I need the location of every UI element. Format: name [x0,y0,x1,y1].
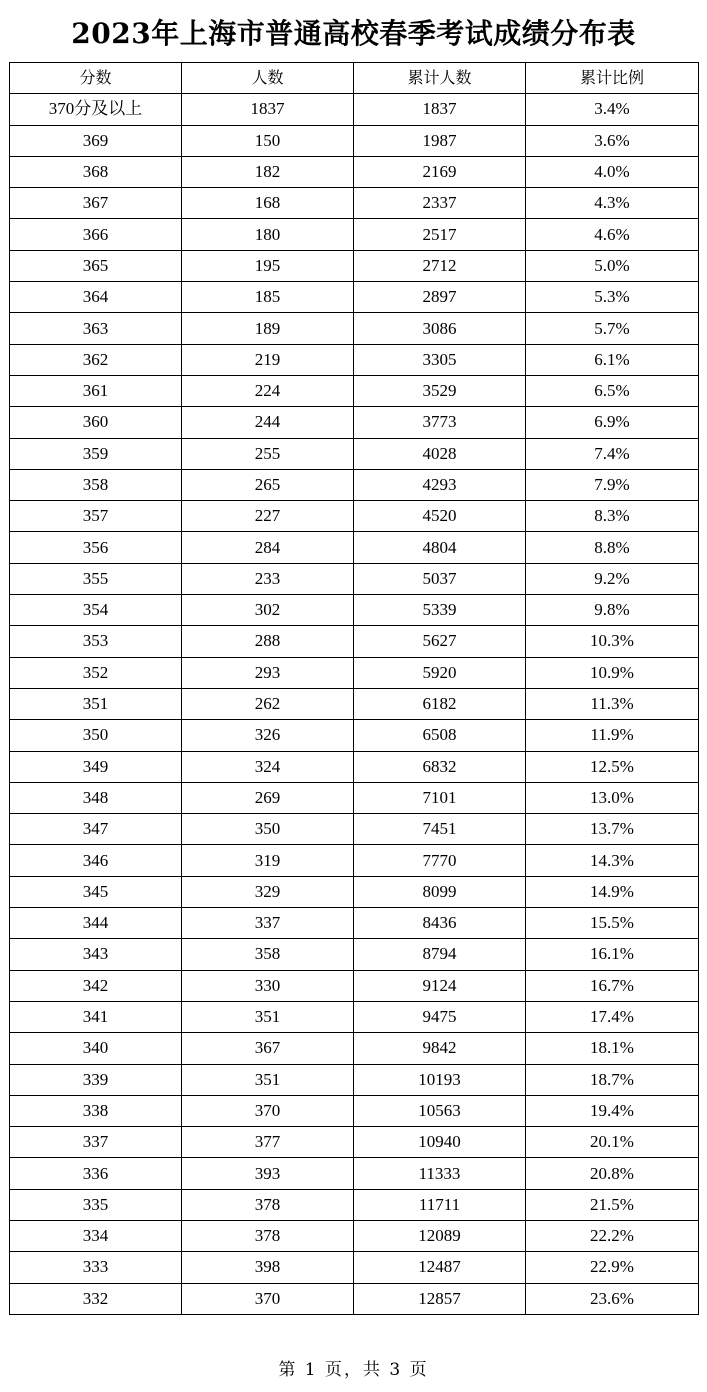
cumulative-count-cell: 2517 [354,219,526,250]
score-cell: 356 [10,532,182,563]
count-cell: 351 [182,1001,354,1032]
table-row [10,814,699,845]
score-cell: 362 [10,344,182,375]
score-cell: 337 [10,1127,182,1158]
cumulative-count-cell: 9842 [354,1033,526,1064]
table-row [10,845,699,876]
score-cell: 336 [10,1158,182,1189]
cumulative-ratio-cell: 9.8% [526,595,699,626]
cumulative-ratio-cell: 7.9% [526,469,699,500]
table-row [10,595,699,626]
cumulative-ratio-cell: 14.3% [526,845,699,876]
table-row [10,876,699,907]
table-row [10,501,699,532]
cumulative-count-cell: 10940 [354,1127,526,1158]
score-cell: 364 [10,282,182,313]
table-row [10,188,699,219]
cumulative-ratio-cell: 4.6% [526,219,699,250]
table-row [10,156,699,187]
cumulative-count-cell: 5627 [354,626,526,657]
count-cell: 326 [182,720,354,751]
cumulative-ratio-cell: 8.8% [526,532,699,563]
cumulative-ratio-cell: 11.3% [526,688,699,719]
count-cell: 324 [182,751,354,782]
table-body [10,94,699,1315]
cumulative-ratio-cell: 16.7% [526,970,699,1001]
table-header-row [10,63,699,94]
cumulative-count-cell: 8436 [354,908,526,939]
table-row [10,1064,699,1095]
header-cumulative-count: 累计人数 [354,63,526,94]
cumulative-ratio-cell: 14.9% [526,876,699,907]
score-cell: 348 [10,782,182,813]
count-cell: 1837 [182,94,354,125]
cumulative-count-cell: 12487 [354,1252,526,1283]
cumulative-ratio-cell: 4.3% [526,188,699,219]
header-score: 分数 [10,63,182,94]
count-cell: 244 [182,407,354,438]
table-row [10,94,699,125]
count-cell: 370 [182,1095,354,1126]
score-cell: 358 [10,469,182,500]
count-cell: 227 [182,501,354,532]
score-cell: 343 [10,939,182,970]
table-row [10,344,699,375]
score-cell: 335 [10,1189,182,1220]
cumulative-ratio-cell: 5.3% [526,282,699,313]
cumulative-ratio-cell: 5.7% [526,313,699,344]
score-cell: 369 [10,125,182,156]
cumulative-count-cell: 1987 [354,125,526,156]
score-cell: 344 [10,908,182,939]
cumulative-count-cell: 9475 [354,1001,526,1032]
cumulative-count-cell: 9124 [354,970,526,1001]
table-row [10,657,699,688]
page-title: 2023年上海市普通高校春季考试成绩分布表 [71,17,636,50]
cumulative-count-cell: 6508 [354,720,526,751]
cumulative-count-cell: 10193 [354,1064,526,1095]
score-cell: 354 [10,595,182,626]
cumulative-ratio-cell: 22.2% [526,1220,699,1251]
cumulative-count-cell: 5920 [354,657,526,688]
cumulative-count-cell: 6832 [354,751,526,782]
cumulative-count-cell: 4804 [354,532,526,563]
score-cell: 368 [10,156,182,187]
cumulative-count-cell: 4520 [354,501,526,532]
score-cell: 350 [10,720,182,751]
cumulative-count-cell: 2337 [354,188,526,219]
score-cell: 365 [10,250,182,281]
table-row [10,438,699,469]
cumulative-ratio-cell: 21.5% [526,1189,699,1220]
cumulative-count-cell: 2712 [354,250,526,281]
table-row [10,1189,699,1220]
count-cell: 378 [182,1189,354,1220]
table-row [10,751,699,782]
score-cell: 342 [10,970,182,1001]
table-row [10,282,699,313]
table-row [10,688,699,719]
cumulative-ratio-cell: 12.5% [526,751,699,782]
score-cell: 340 [10,1033,182,1064]
count-cell: 233 [182,563,354,594]
count-cell: 195 [182,250,354,281]
cumulative-ratio-cell: 20.1% [526,1127,699,1158]
score-cell: 355 [10,563,182,594]
cumulative-ratio-cell: 11.9% [526,720,699,751]
count-cell: 262 [182,688,354,719]
cumulative-count-cell: 8794 [354,939,526,970]
count-cell: 185 [182,282,354,313]
cumulative-ratio-cell: 3.6% [526,125,699,156]
cumulative-ratio-cell: 15.5% [526,908,699,939]
cumulative-count-cell: 3529 [354,375,526,406]
cumulative-ratio-cell: 6.5% [526,375,699,406]
table-row [10,939,699,970]
cumulative-ratio-cell: 6.9% [526,407,699,438]
cumulative-count-cell: 2169 [354,156,526,187]
score-cell: 349 [10,751,182,782]
header-count: 人数 [182,63,354,94]
count-cell: 150 [182,125,354,156]
cumulative-ratio-cell: 4.0% [526,156,699,187]
score-cell: 351 [10,688,182,719]
page-footer: 第 1 页，共 3 页 [278,1360,429,1380]
cumulative-count-cell: 12857 [354,1283,526,1314]
cumulative-ratio-cell: 10.9% [526,657,699,688]
table-row [10,1252,699,1283]
count-cell: 358 [182,939,354,970]
header-cumulative-ratio: 累计比例 [526,63,699,94]
table-row [10,563,699,594]
count-cell: 302 [182,595,354,626]
cumulative-count-cell: 7451 [354,814,526,845]
cumulative-ratio-cell: 19.4% [526,1095,699,1126]
count-cell: 168 [182,188,354,219]
cumulative-count-cell: 6182 [354,688,526,719]
cumulative-ratio-cell: 3.4% [526,94,699,125]
count-cell: 377 [182,1127,354,1158]
table-row [10,1127,699,1158]
count-cell: 350 [182,814,354,845]
cumulative-count-cell: 12089 [354,1220,526,1251]
count-cell: 265 [182,469,354,500]
count-cell: 329 [182,876,354,907]
cumulative-ratio-cell: 13.0% [526,782,699,813]
cumulative-ratio-cell: 18.1% [526,1033,699,1064]
cumulative-count-cell: 11711 [354,1189,526,1220]
count-cell: 370 [182,1283,354,1314]
score-cell: 339 [10,1064,182,1095]
cumulative-ratio-cell: 17.4% [526,1001,699,1032]
cumulative-count-cell: 11333 [354,1158,526,1189]
table-row [10,1001,699,1032]
cumulative-ratio-cell: 5.0% [526,250,699,281]
table-row [10,375,699,406]
cumulative-ratio-cell: 7.4% [526,438,699,469]
cumulative-count-cell: 5339 [354,595,526,626]
score-cell: 357 [10,501,182,532]
count-cell: 255 [182,438,354,469]
count-cell: 180 [182,219,354,250]
table-row [10,125,699,156]
count-cell: 182 [182,156,354,187]
cumulative-count-cell: 5037 [354,563,526,594]
score-cell: 345 [10,876,182,907]
count-cell: 319 [182,845,354,876]
score-cell: 370分及以上 [10,94,182,125]
table-row [10,532,699,563]
count-cell: 293 [182,657,354,688]
score-cell: 338 [10,1095,182,1126]
count-cell: 269 [182,782,354,813]
count-cell: 367 [182,1033,354,1064]
count-cell: 393 [182,1158,354,1189]
score-cell: 341 [10,1001,182,1032]
cumulative-count-cell: 7101 [354,782,526,813]
score-cell: 333 [10,1252,182,1283]
table-row [10,313,699,344]
table-row [10,1095,699,1126]
table-row [10,1033,699,1064]
score-cell: 332 [10,1283,182,1314]
count-cell: 284 [182,532,354,563]
table-row [10,1220,699,1251]
cumulative-count-cell: 10563 [354,1095,526,1126]
table-row [10,469,699,500]
count-cell: 398 [182,1252,354,1283]
cumulative-ratio-cell: 6.1% [526,344,699,375]
score-cell: 359 [10,438,182,469]
cumulative-count-cell: 1837 [354,94,526,125]
table-row [10,1158,699,1189]
count-cell: 224 [182,375,354,406]
cumulative-count-cell: 3086 [354,313,526,344]
score-cell: 352 [10,657,182,688]
cumulative-count-cell: 4293 [354,469,526,500]
cumulative-ratio-cell: 20.8% [526,1158,699,1189]
table-row [10,250,699,281]
score-cell: 346 [10,845,182,876]
count-cell: 330 [182,970,354,1001]
cumulative-ratio-cell: 16.1% [526,939,699,970]
cumulative-ratio-cell: 22.9% [526,1252,699,1283]
score-cell: 347 [10,814,182,845]
cumulative-ratio-cell: 18.7% [526,1064,699,1095]
cumulative-ratio-cell: 23.6% [526,1283,699,1314]
cumulative-ratio-cell: 8.3% [526,501,699,532]
count-cell: 337 [182,908,354,939]
table-row [10,219,699,250]
score-cell: 360 [10,407,182,438]
table-row [10,782,699,813]
table-row [10,407,699,438]
count-cell: 351 [182,1064,354,1095]
score-cell: 366 [10,219,182,250]
score-cell: 361 [10,375,182,406]
score-cell: 363 [10,313,182,344]
cumulative-count-cell: 3305 [354,344,526,375]
count-cell: 219 [182,344,354,375]
cumulative-ratio-cell: 9.2% [526,563,699,594]
table-row [10,1283,699,1314]
table-row [10,720,699,751]
score-cell: 353 [10,626,182,657]
score-cell: 334 [10,1220,182,1251]
cumulative-count-cell: 7770 [354,845,526,876]
table-row [10,970,699,1001]
cumulative-ratio-cell: 13.7% [526,814,699,845]
table-row [10,908,699,939]
cumulative-count-cell: 8099 [354,876,526,907]
count-cell: 378 [182,1220,354,1251]
score-distribution-table [9,62,699,1315]
score-cell: 367 [10,188,182,219]
cumulative-count-cell: 4028 [354,438,526,469]
count-cell: 288 [182,626,354,657]
table-row [10,626,699,657]
count-cell: 189 [182,313,354,344]
cumulative-count-cell: 3773 [354,407,526,438]
cumulative-ratio-cell: 10.3% [526,626,699,657]
cumulative-count-cell: 2897 [354,282,526,313]
